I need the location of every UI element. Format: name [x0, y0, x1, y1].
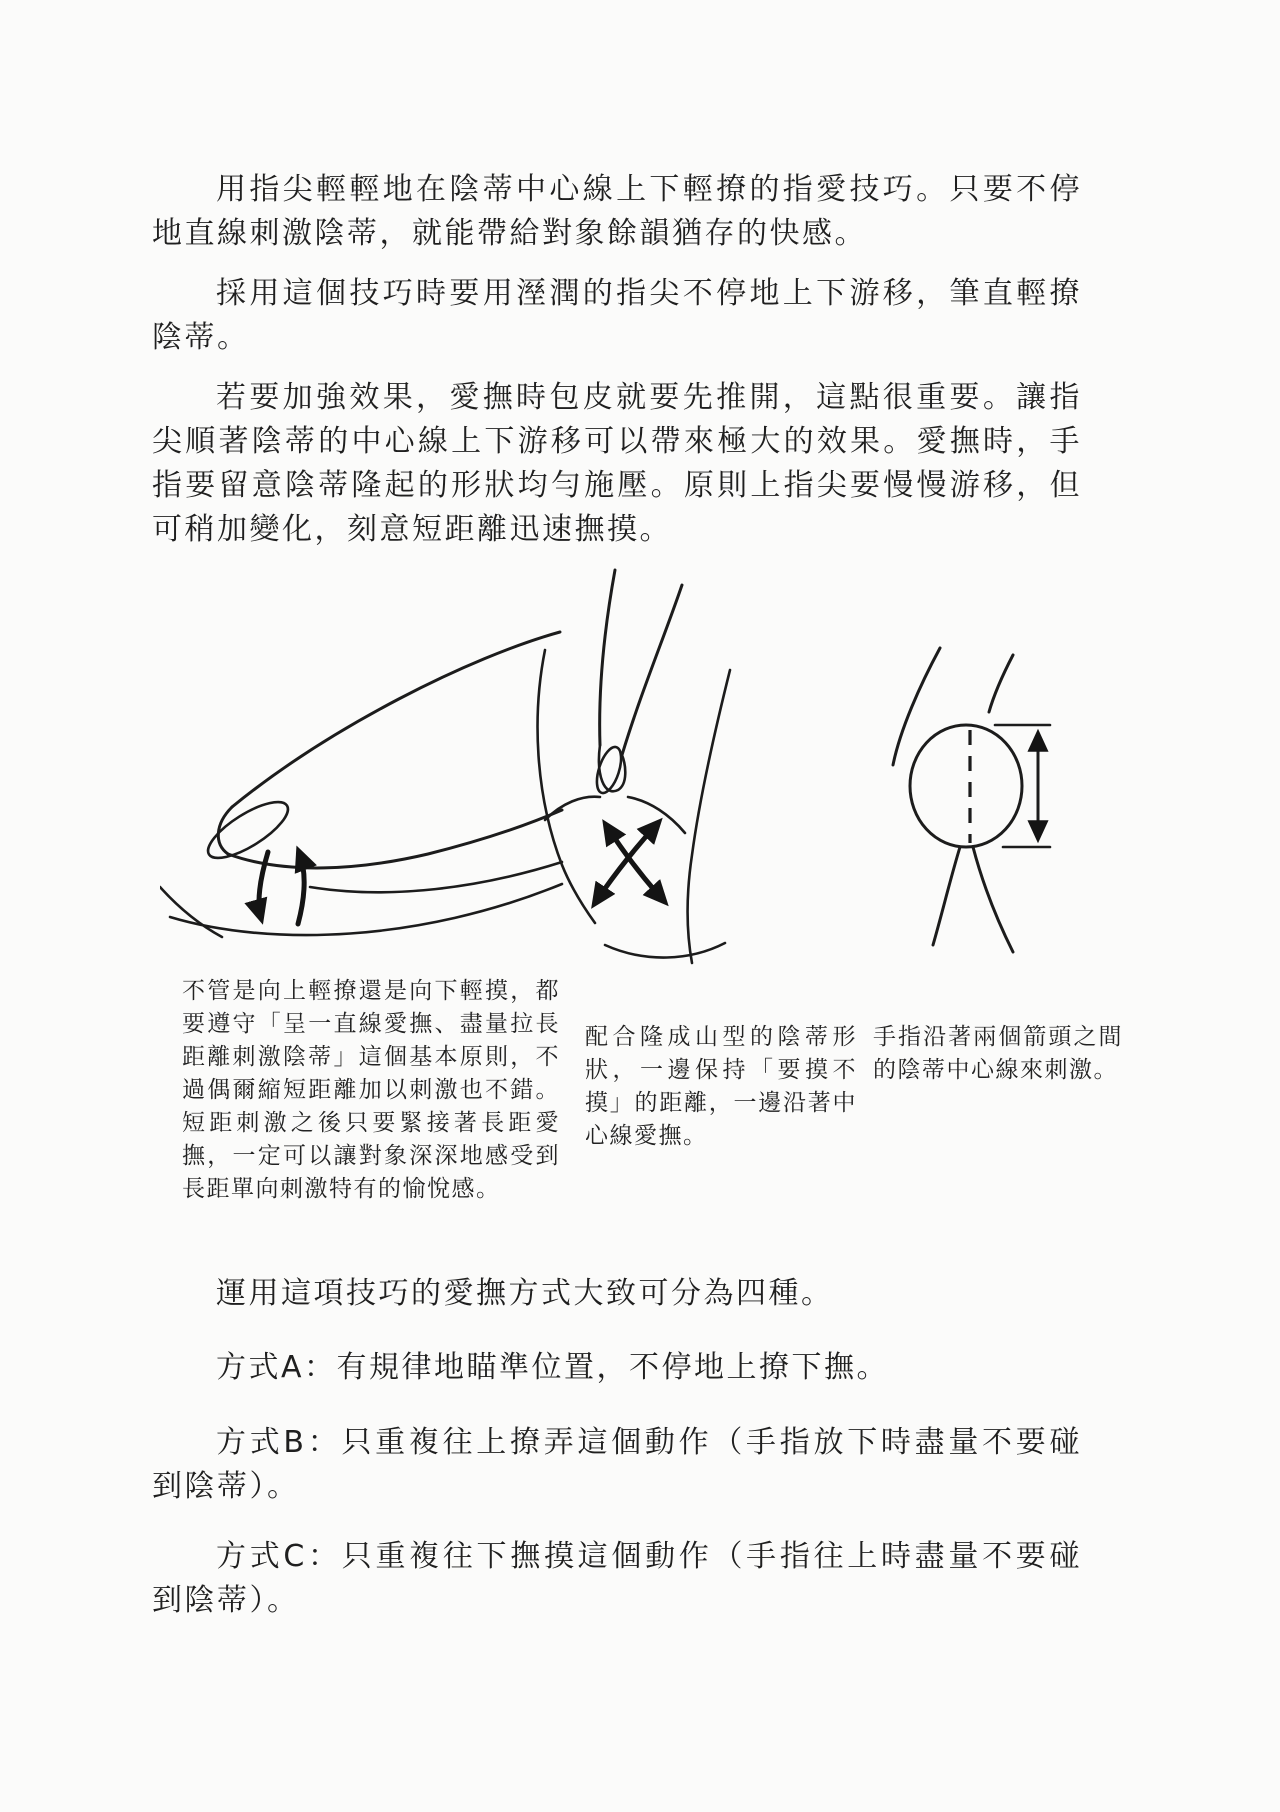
paragraph-1: 用指尖輕輕地在陰蒂中心線上下輕撩的指愛技巧。只要不停地直線刺激陰蒂，就能帶給對象餘韻猶存的快感。: [152, 172, 1082, 251]
contour-bottom: [605, 943, 725, 958]
clitoris-circle: [910, 725, 1022, 847]
crossing-arrow-ne-icon: [595, 823, 658, 903]
paragraph-3: 若要加強效果，愛撫時包皮就要先推開，這點很重要。讓指尖順著陰蒂的中心線上下游移可以帶來極大的效果。愛撫時，手指要留意陰蒂隆起的形狀均勻施壓。原則上指尖要慢慢游移，但可稍加變化，刻意短距離迅速撫摸。: [152, 380, 1082, 547]
leg-contour-right: [973, 847, 1013, 952]
body-contour-left: [893, 648, 940, 765]
figure1-caption: 不管是向上輕撩還是向下輕摸，都要遵守「呈一直線愛撫、盡量拉長距離刺激陰蒂」這個基本原則，不過偶爾縮短距離加以刺激也不錯。短距刺激之後只要緊接著長距愛撫，一定可以讓對象深深地感受到長距單向刺激特有的愉悅感。: [182, 978, 560, 1202]
paragraph-methods-intro: 運用這項技巧的愛撫方式大致可分為四種。: [216, 1276, 834, 1311]
paragraph-method-c: 方式C：只重複往下撫摸這個動作（手指往上時盡量不要碰到陰蒂）。: [152, 1539, 1082, 1618]
fingernail: [201, 792, 296, 868]
crossing-arrow-se-icon: [606, 825, 664, 901]
figure3-caption: 手指沿著兩個箭頭之間的陰蒂中心線來刺激。: [873, 1024, 1123, 1083]
leg-contour-left: [933, 847, 960, 945]
paragraph-method-a: 方式A：有規律地瞄準位置，不停地上撩下撫。: [216, 1350, 890, 1385]
labia-contour-right: [688, 670, 731, 963]
labia-contour-left: [538, 650, 595, 923]
paragraph-2: 採用這個技巧時要用溼潤的指尖不停地上下游移，筆直輕撩陰蒂。: [152, 276, 1082, 355]
paragraph-method-b: 方式B：只重複往上撩弄這個動作（手指放下時盡量不要碰到陰蒂）。: [152, 1425, 1082, 1504]
finger-left-outline: [600, 570, 615, 745]
stroke-arrow-up-icon: [298, 852, 304, 924]
figure-clitoral-centerline: [845, 640, 1060, 970]
body-contour-right: [989, 655, 1013, 712]
mound-contour-left: [545, 797, 600, 820]
clitoral-centerline-illustration: [845, 640, 1060, 970]
finger-right-outline: [622, 585, 682, 755]
figure-fingertip-crossing-stroke: [500, 565, 800, 965]
figure2-caption: 配合隆成山型的陰蒂形狀，一邊保持「要摸不摸」的距離，一邊沿著中心線愛撫。: [585, 1024, 857, 1149]
skin-contour-left: [160, 887, 222, 937]
fingertip-crossing-stroke-illustration: [500, 565, 800, 965]
